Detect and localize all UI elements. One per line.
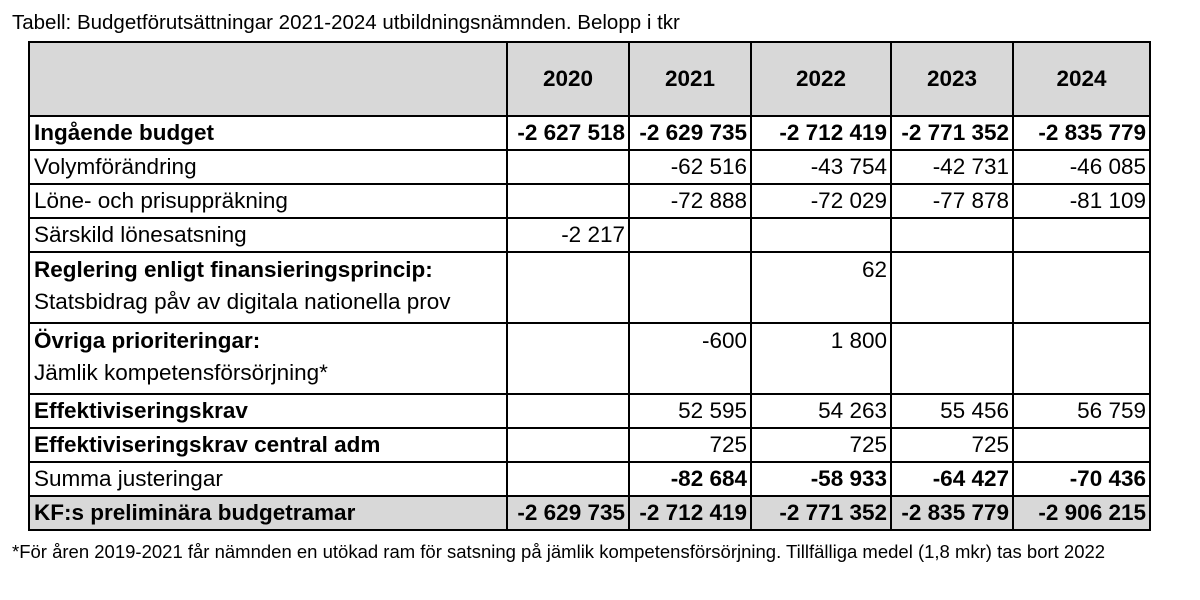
row-label-main: Reglering enligt finansieringsprincip: (34, 257, 433, 282)
cell-2022: -58 933 (751, 462, 891, 496)
header-row (29, 42, 1150, 116)
cell-2022: 1 800 (751, 323, 891, 394)
row-reglering-finansieringsprincip (29, 252, 1150, 323)
cell-2021: -72 888 (629, 184, 751, 218)
header-year-2024: 2024 (1013, 42, 1150, 116)
row-kf-preliminara-budgetramar (29, 496, 1150, 530)
row-label: Effektiviseringskrav central adm (29, 428, 507, 462)
cell-2021: 725 (629, 428, 751, 462)
row-label: Summa justeringar (29, 462, 507, 496)
cell-2023: -42 731 (891, 150, 1013, 184)
cell-2024: -2 906 215 (1013, 496, 1150, 530)
cell-2022: -2 712 419 (751, 116, 891, 150)
cell-2023: -2 771 352 (891, 116, 1013, 150)
cell-2021: -600 (629, 323, 751, 394)
cell-2023: 725 (891, 428, 1013, 462)
header-year-2023: 2023 (891, 42, 1013, 116)
cell-2020: -2 629 735 (507, 496, 629, 530)
cell-2021: -2 712 419 (629, 496, 751, 530)
cell-2024: -2 835 779 (1013, 116, 1150, 150)
cell-2020 (507, 252, 629, 323)
row-label (29, 323, 507, 394)
cell-2020: -2 217 (507, 218, 629, 252)
cell-2023 (891, 252, 1013, 323)
cell-2020 (507, 150, 629, 184)
cell-2021 (629, 218, 751, 252)
cell-2021: 52 595 (629, 394, 751, 428)
row-label: Volymförändring (29, 150, 507, 184)
row-lone-och-prisupprakning (29, 184, 1150, 218)
cell-2020 (507, 323, 629, 394)
cell-2024: 56 759 (1013, 394, 1150, 428)
cell-2023: 55 456 (891, 394, 1013, 428)
row-label: Särskild lönesatsning (29, 218, 507, 252)
cell-2021: -62 516 (629, 150, 751, 184)
header-year-2020: 2020 (507, 42, 629, 116)
row-label-sub: Jämlik kompetensförsörjning* (34, 360, 328, 385)
header-label-cell (29, 42, 507, 116)
header-year-2022: 2022 (751, 42, 891, 116)
cell-2021: -82 684 (629, 462, 751, 496)
row-effektiviseringskrav-central-adm (29, 428, 1150, 462)
budget-table (28, 41, 1151, 531)
cell-2021: -2 629 735 (629, 116, 751, 150)
cell-2024: -70 436 (1013, 462, 1150, 496)
row-label: KF:s preliminära budgetramar (29, 496, 507, 530)
footnote: *För åren 2019-2021 får nämnden en utökad ram för satsning på jämlik kompetensförsörjning. Tillfälliga medel (1,8 mkr) tas bort 2022 (12, 541, 1106, 562)
cell-2024 (1013, 428, 1150, 462)
row-volymforandring (29, 150, 1150, 184)
row-sarskild-lonesatsning (29, 218, 1150, 252)
header-year-2021: 2021 (629, 42, 751, 116)
row-label: Ingående budget (29, 116, 507, 150)
row-summa-justeringar (29, 462, 1150, 496)
row-label-sub: Statsbidrag påv av digitala nationella prov (34, 289, 451, 314)
cell-2023: -77 878 (891, 184, 1013, 218)
row-label: Löne- och prisuppräkning (29, 184, 507, 218)
cell-2023 (891, 218, 1013, 252)
table-caption: Tabell: Budgetförutsättningar 2021-2024 utbildningsnämnden. Belopp i tkr (12, 11, 680, 34)
cell-2024: -46 085 (1013, 150, 1150, 184)
cell-2024 (1013, 252, 1150, 323)
cell-2022: -2 771 352 (751, 496, 891, 530)
cell-2022: 62 (751, 252, 891, 323)
cell-2020 (507, 428, 629, 462)
row-label: Effektiviseringskrav (29, 394, 507, 428)
cell-2020 (507, 394, 629, 428)
cell-2021 (629, 252, 751, 323)
row-label-main: Övriga prioriteringar: (34, 328, 261, 353)
cell-2023: -2 835 779 (891, 496, 1013, 530)
cell-2020 (507, 184, 629, 218)
row-label (29, 252, 507, 323)
row-ovriga-prioriteringar (29, 323, 1150, 394)
cell-2023 (891, 323, 1013, 394)
cell-2020: -2 627 518 (507, 116, 629, 150)
cell-2020 (507, 462, 629, 496)
cell-2022: 54 263 (751, 394, 891, 428)
cell-2024 (1013, 323, 1150, 394)
cell-2023: -64 427 (891, 462, 1013, 496)
cell-2022: 725 (751, 428, 891, 462)
row-ingaende-budget (29, 116, 1150, 150)
row-effektiviseringskrav (29, 394, 1150, 428)
cell-2024: -81 109 (1013, 184, 1150, 218)
cell-2024 (1013, 218, 1150, 252)
cell-2022: -72 029 (751, 184, 891, 218)
cell-2022 (751, 218, 891, 252)
cell-2022: -43 754 (751, 150, 891, 184)
